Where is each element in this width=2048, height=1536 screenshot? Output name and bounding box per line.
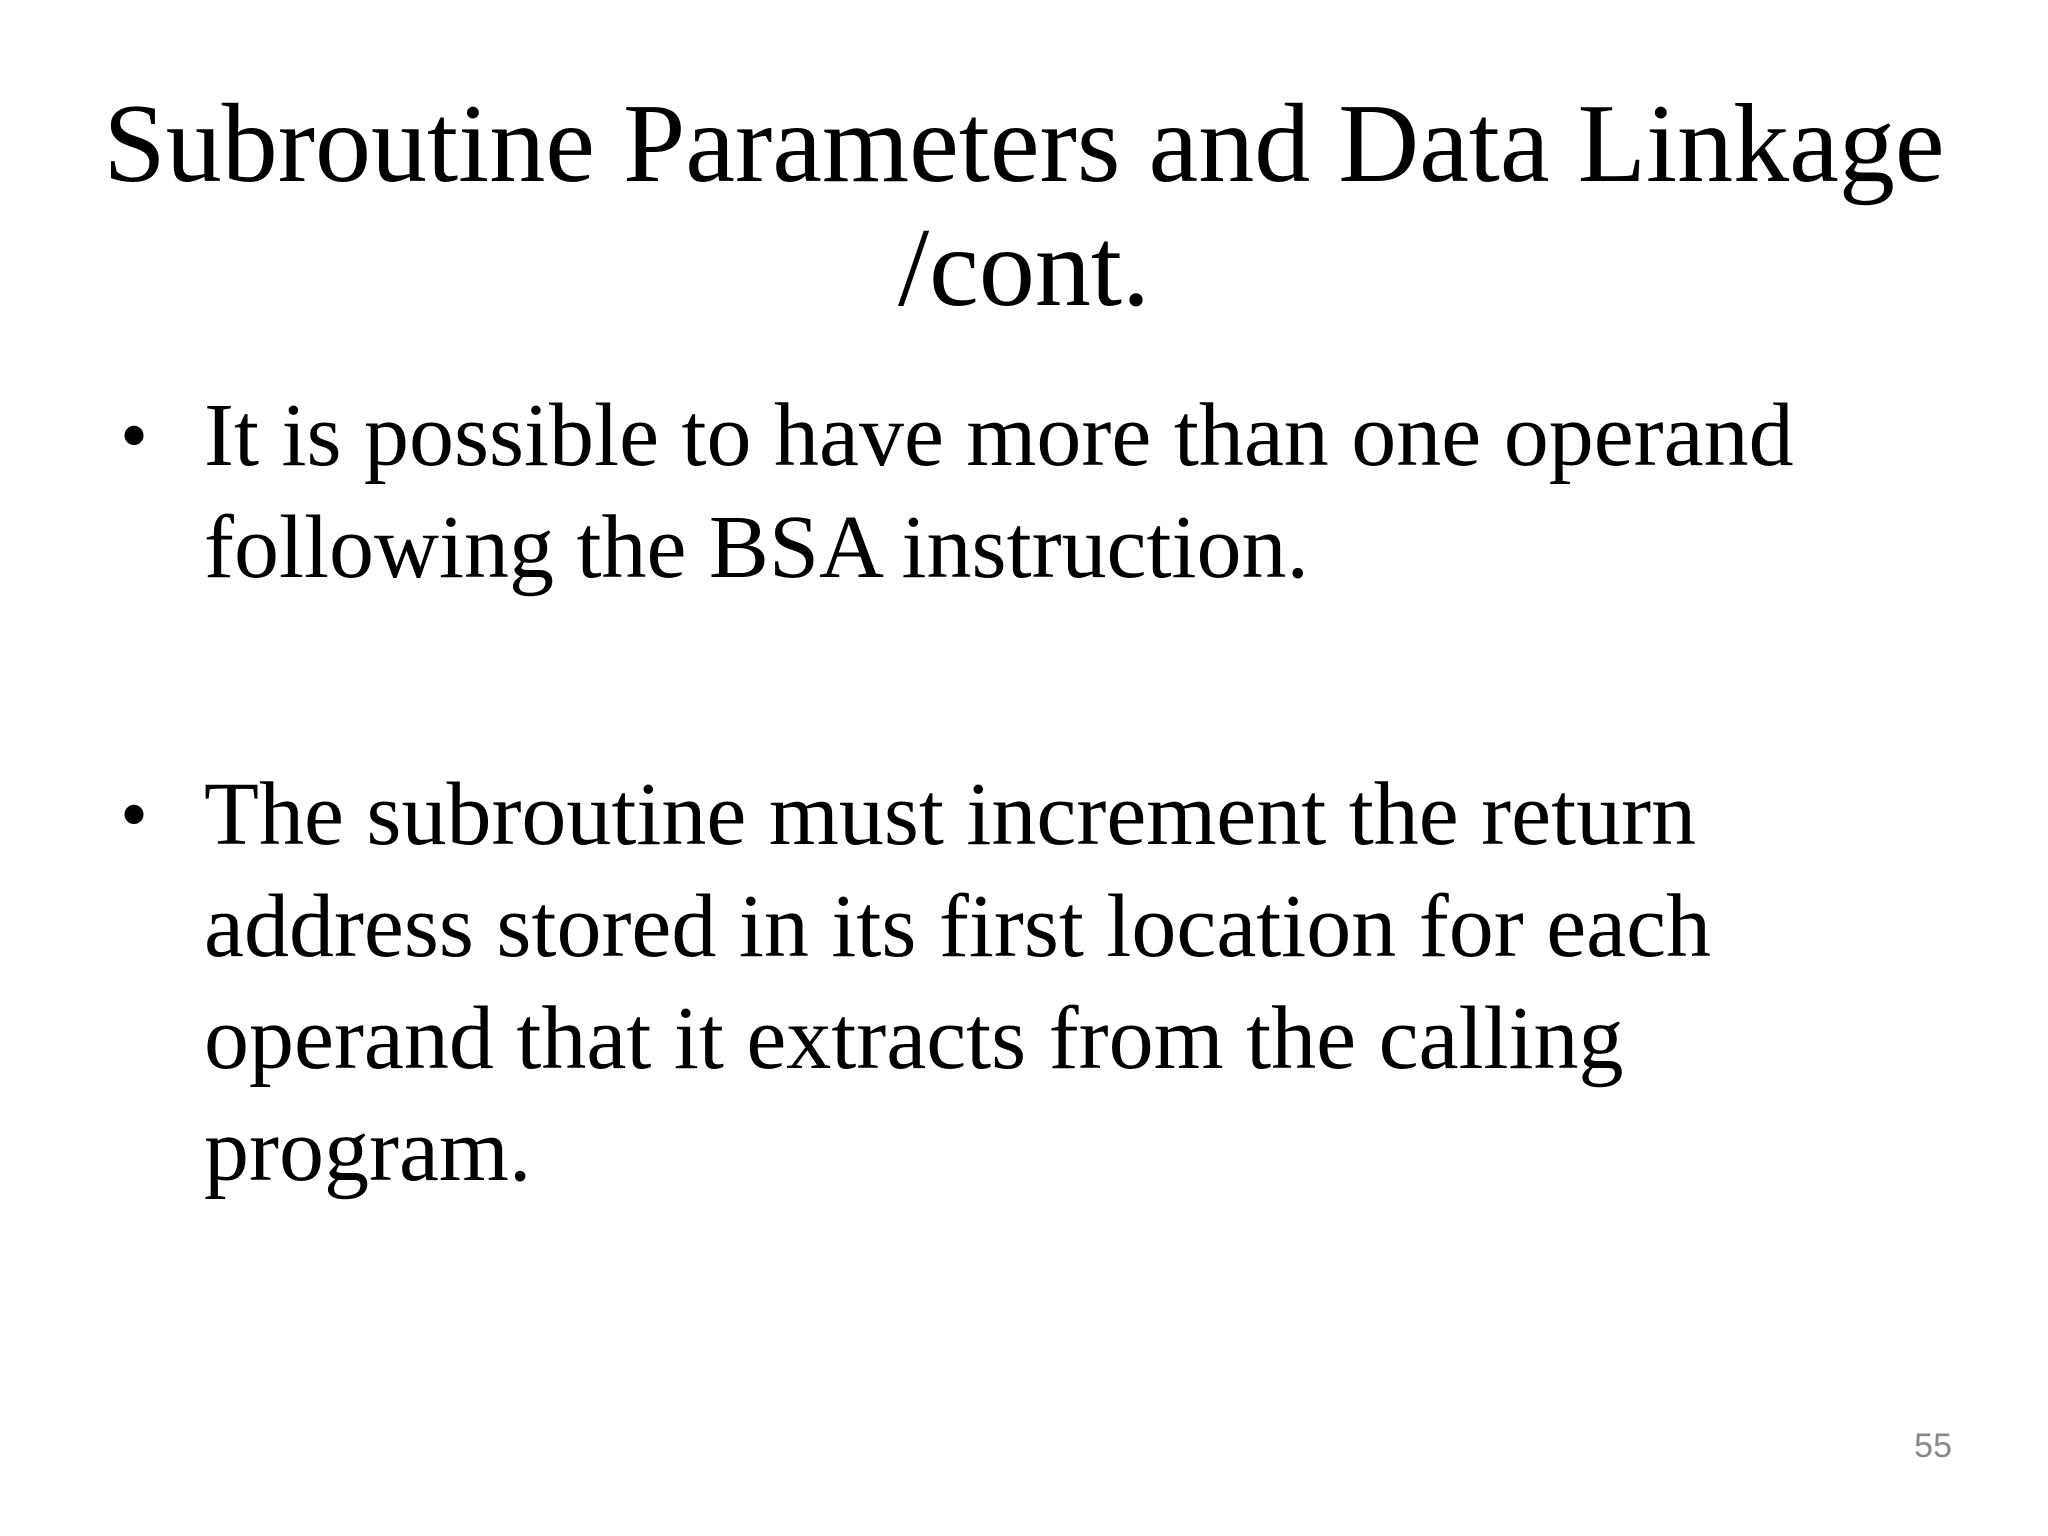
slide-title-line-1: Subroutine Parameters and Data Linkage xyxy=(103,82,1945,206)
bullet-item-1 xyxy=(120,380,1940,604)
bullet-marker-1: • xyxy=(120,392,149,480)
bullet-list xyxy=(120,380,1940,1207)
bullet-text-2: The subroutine must increment the return address stored in its first location for each operand that it extracts from the calling program. xyxy=(204,765,1712,1200)
bullet-item-2 xyxy=(120,759,1940,1207)
bullet-marker-2: • xyxy=(120,771,149,859)
slide-title xyxy=(0,82,2048,330)
bullet-text-1: It is possible to have more than one operand following the BSA instruction. xyxy=(204,386,1794,597)
slide-title-line-2: /cont. xyxy=(898,206,1150,330)
slide-page-number: 55 xyxy=(1914,1427,1952,1465)
